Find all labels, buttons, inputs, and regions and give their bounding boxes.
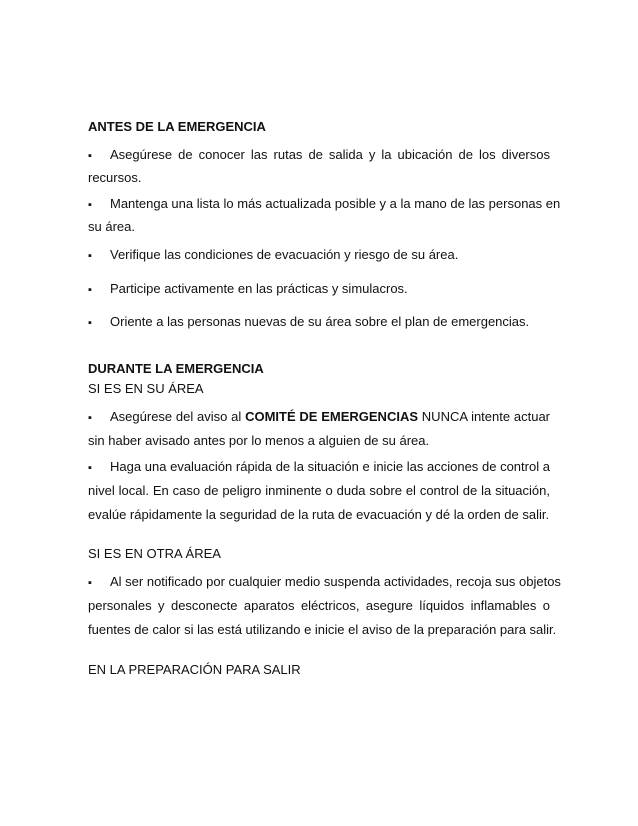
bullet-icon: ▪ xyxy=(88,412,92,424)
list-item-continuation: evalúe rápidamente la seguridad de la ruta de evacuación y dé la orden de salir. xyxy=(88,507,550,522)
list-item: ▪ Al ser notificado por cualquier medio suspenda actividades, recoja sus objetos xyxy=(88,574,561,589)
bullet-icon: ▪ xyxy=(88,150,92,162)
list-item: ▪ Asegúrese del aviso al COMITÉ DE EMERGENCIAS NUNCA intente actuar xyxy=(88,409,550,424)
section-heading-antes: ANTES DE LA EMERGENCIA xyxy=(88,119,266,134)
list-item-continuation: personales y desconecte aparatos eléctricos, asegure líquidos inflamables o xyxy=(88,598,550,613)
subheading-preparacion: EN LA PREPARACIÓN PARA SALIR xyxy=(88,662,301,677)
bullet-icon: ▪ xyxy=(88,199,92,211)
list-item-continuation: nivel local. En caso de peligro inminente o duda sobre el control de la situación, xyxy=(88,483,550,498)
bullet-icon: ▪ xyxy=(88,250,92,262)
subheading-otra-area: SI ES EN OTRA ÁREA xyxy=(88,546,221,561)
committee-name: COMITÉ DE EMERGENCIAS xyxy=(245,409,419,424)
list-item: ▪ Mantenga una lista lo más actualizada posible y a la mano de las personas en xyxy=(88,196,561,211)
list-item-continuation: su área. xyxy=(88,219,135,234)
subheading-su-area: SI ES EN SU ÁREA xyxy=(88,381,204,396)
list-item: ▪ Participe activamente en las prácticas y simulacros. xyxy=(88,281,408,296)
list-item: ▪ Asegúrese de conocer las rutas de salida y la ubicación de los diversos xyxy=(88,147,550,162)
list-item-continuation: recursos. xyxy=(88,170,142,185)
list-item-continuation: fuentes de calor si las está utilizando e inicie el aviso de la preparación para salir. xyxy=(88,622,557,637)
bullet-icon: ▪ xyxy=(88,462,92,474)
section-heading-durante: DURANTE LA EMERGENCIA xyxy=(88,361,264,376)
bullet-icon: ▪ xyxy=(88,284,92,296)
bullet-icon: ▪ xyxy=(88,577,92,589)
bullet-icon: ▪ xyxy=(88,317,92,329)
list-item: ▪ Haga una evaluación rápida de la situación e inicie las acciones de control a xyxy=(88,459,550,474)
list-item: ▪ Oriente a las personas nuevas de su área sobre el plan de emergencias. xyxy=(88,314,530,329)
list-item-continuation: sin haber avisado antes por lo menos a alguien de su área. xyxy=(88,433,430,448)
list-item: ▪ Verifique las condiciones de evacuación y riesgo de su área. xyxy=(88,247,459,262)
document-page xyxy=(88,0,561,826)
